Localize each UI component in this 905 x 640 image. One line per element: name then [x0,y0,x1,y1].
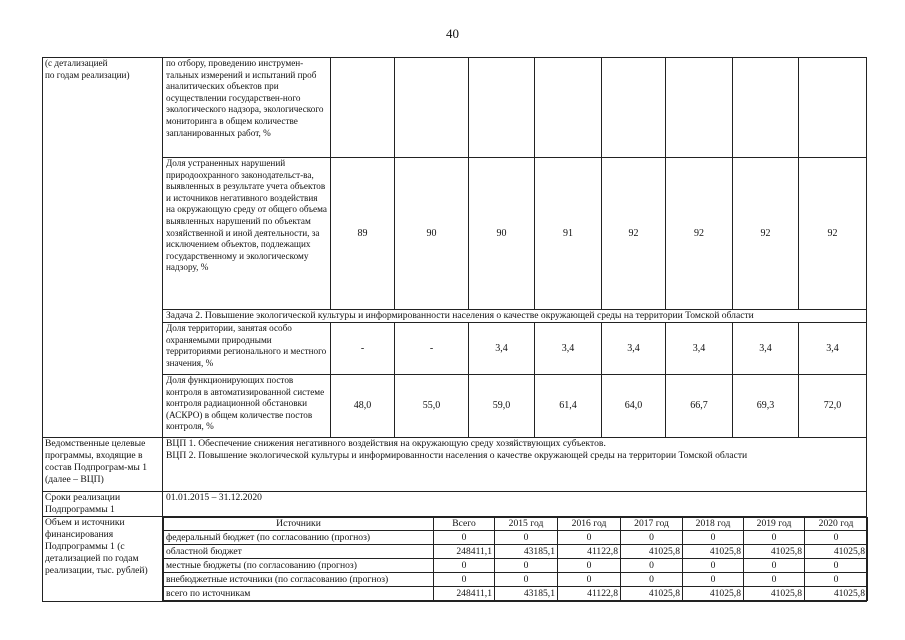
indicator-value: 90 [469,158,535,310]
finance-data-row [164,545,868,559]
finance-source: всего по источникам [164,587,434,601]
finance-value: 41025,8 [621,545,683,559]
finance-value: 0 [434,531,495,545]
indicator-value: - [331,323,395,375]
finance-label: Объем и источники финансирования Подпрограммы 1 (с детализацией по годам реализации, тыс. рублей) [43,517,163,602]
indicator-value: 59,0 [469,375,535,438]
finance-value: 41025,8 [621,587,683,601]
finance-value: 0 [434,559,495,573]
finance-value: 0 [621,573,683,587]
finance-value: 41025,8 [744,587,805,601]
finance-value: 0 [621,531,683,545]
finance-value: 0 [744,559,805,573]
finance-header: Источники [164,518,434,531]
vcp-label: Ведомственные целевые программы, входящие в состав Подпрограм-мы 1 (далее – ВЦП) [43,438,163,492]
indicator-name: Доля функционирующих постов контроля в автоматизированной системе контроля радиационной обстановки (АСКРО) в общем количестве постов контроля, % [163,375,331,438]
indicator-row [43,323,867,375]
finance-header: 2018 год [683,518,744,531]
finance-value: 0 [558,531,621,545]
terms-label: Сроки реализации Подпрограммы 1 [43,492,163,517]
finance-value: 41122,8 [558,587,621,601]
indicator-value [733,58,799,158]
finance-source: областной бюджет [164,545,434,559]
finance-value: 248411,1 [434,545,495,559]
finance-source: внебюджетные источники (по согласованию (прогноз) [164,573,434,587]
finance-value: 0 [558,559,621,573]
finance-value: 43185,1 [495,587,558,601]
task-2-heading: Задача 2. Повышение экологической культуры и информированности населения о качестве окружающей среды на территории Томской области [163,310,867,323]
finance-header: 2015 год [495,518,558,531]
finance-value: 41025,8 [683,545,744,559]
vcp-item: ВЦП 1. Обеспечение снижения негативного воздействия на окружающую среду хозяйствующих субъектов. [166,438,606,449]
finance-cell [163,517,867,602]
finance-value: 248411,1 [434,587,495,601]
indicator-value: 48,0 [331,375,395,438]
indicator-value: 92 [666,158,733,310]
indicator-value [535,58,602,158]
terms-row [43,492,867,517]
finance-source: местные бюджеты (по согласованию (прогноз) [164,559,434,573]
finance-row [43,517,867,602]
finance-header: 2020 год [805,518,868,531]
finance-table [163,517,868,601]
finance-data-row [164,559,868,573]
indicator-value: 89 [331,158,395,310]
finance-value: 41025,8 [805,587,868,601]
finance-source: федеральный бюджет (по согласованию (прогноз) [164,531,434,545]
indicator-value: 3,4 [602,323,666,375]
indicator-value: - [395,323,469,375]
finance-value: 0 [744,531,805,545]
finance-value: 41025,8 [805,545,868,559]
terms-value: 01.01.2015 – 31.12.2020 [163,492,867,517]
indicator-name: Доля территории, занятая особо охраняемыми природными территориями регионального и местного значения, % [163,323,331,375]
finance-value: 0 [683,573,744,587]
subprogram-passport-table [42,57,867,602]
indicator-value: 90 [395,158,469,310]
detail-label: (с детализацией по годам реализации) [43,58,163,438]
vcp-list [163,438,867,492]
vcp-item: ВЦП 2. Повышение экологической культуры и информированности населения о качестве окружающей среды на территории Томской области [166,450,748,461]
finance-header-row [164,518,868,531]
finance-value: 0 [805,573,868,587]
indicator-row [43,158,867,310]
finance-value: 41025,8 [744,545,805,559]
indicator-name: Доля устраненных нарушений природоохранного законодательст-ва, выявленных в результате учета объектов и источников негативного воздействия на окружающую среду от общего объема выявленных нарушений по объектам хозяйственной и иной деятельности, за исключением объектов, подлежащих государственному и экологическому надзору, % [163,158,331,310]
finance-value: 0 [621,559,683,573]
indicator-value [469,58,535,158]
finance-total-row [164,587,868,601]
finance-value: 0 [495,531,558,545]
task-row [43,310,867,323]
finance-data-row [164,531,868,545]
indicator-value [395,58,469,158]
finance-value: 0 [683,559,744,573]
finance-value: 0 [744,573,805,587]
indicator-value: 3,4 [469,323,535,375]
indicator-name: по отбору, проведению инструмен-тальных измерений и испытаний проб аналитических объектов при осуществлении государствен-ного экологического надзора, экологического мониторинга в общем количестве запланированных работ, % [163,58,331,158]
indicator-value: 61,4 [535,375,602,438]
finance-value: 0 [558,573,621,587]
page-number: 40 [446,26,459,41]
indicator-value: 91 [535,158,602,310]
indicator-row [43,375,867,438]
finance-value: 0 [805,559,868,573]
indicator-value: 55,0 [395,375,469,438]
finance-value: 0 [434,573,495,587]
indicator-value [666,58,733,158]
finance-value: 41025,8 [683,587,744,601]
finance-header: 2016 год [558,518,621,531]
indicator-value: 64,0 [602,375,666,438]
finance-header: 2017 год [621,518,683,531]
indicator-value [602,58,666,158]
indicator-value: 3,4 [666,323,733,375]
indicator-value [331,58,395,158]
finance-header: Всего [434,518,495,531]
indicator-row [43,58,867,158]
indicator-value: 92 [602,158,666,310]
finance-value: 0 [495,559,558,573]
finance-data-row [164,573,868,587]
indicator-value: 66,7 [666,375,733,438]
finance-header: 2019 год [744,518,805,531]
indicator-value: 72,0 [799,375,867,438]
indicator-value: 92 [733,158,799,310]
indicator-value [799,58,867,158]
vcp-row [43,438,867,492]
finance-value: 41122,8 [558,545,621,559]
indicator-value: 69,3 [733,375,799,438]
finance-value: 0 [805,531,868,545]
indicator-value: 3,4 [733,323,799,375]
indicator-value: 92 [799,158,867,310]
indicator-value: 3,4 [799,323,867,375]
finance-value: 0 [683,531,744,545]
finance-value: 0 [495,573,558,587]
indicator-value: 3,4 [535,323,602,375]
finance-value: 43185,1 [495,545,558,559]
